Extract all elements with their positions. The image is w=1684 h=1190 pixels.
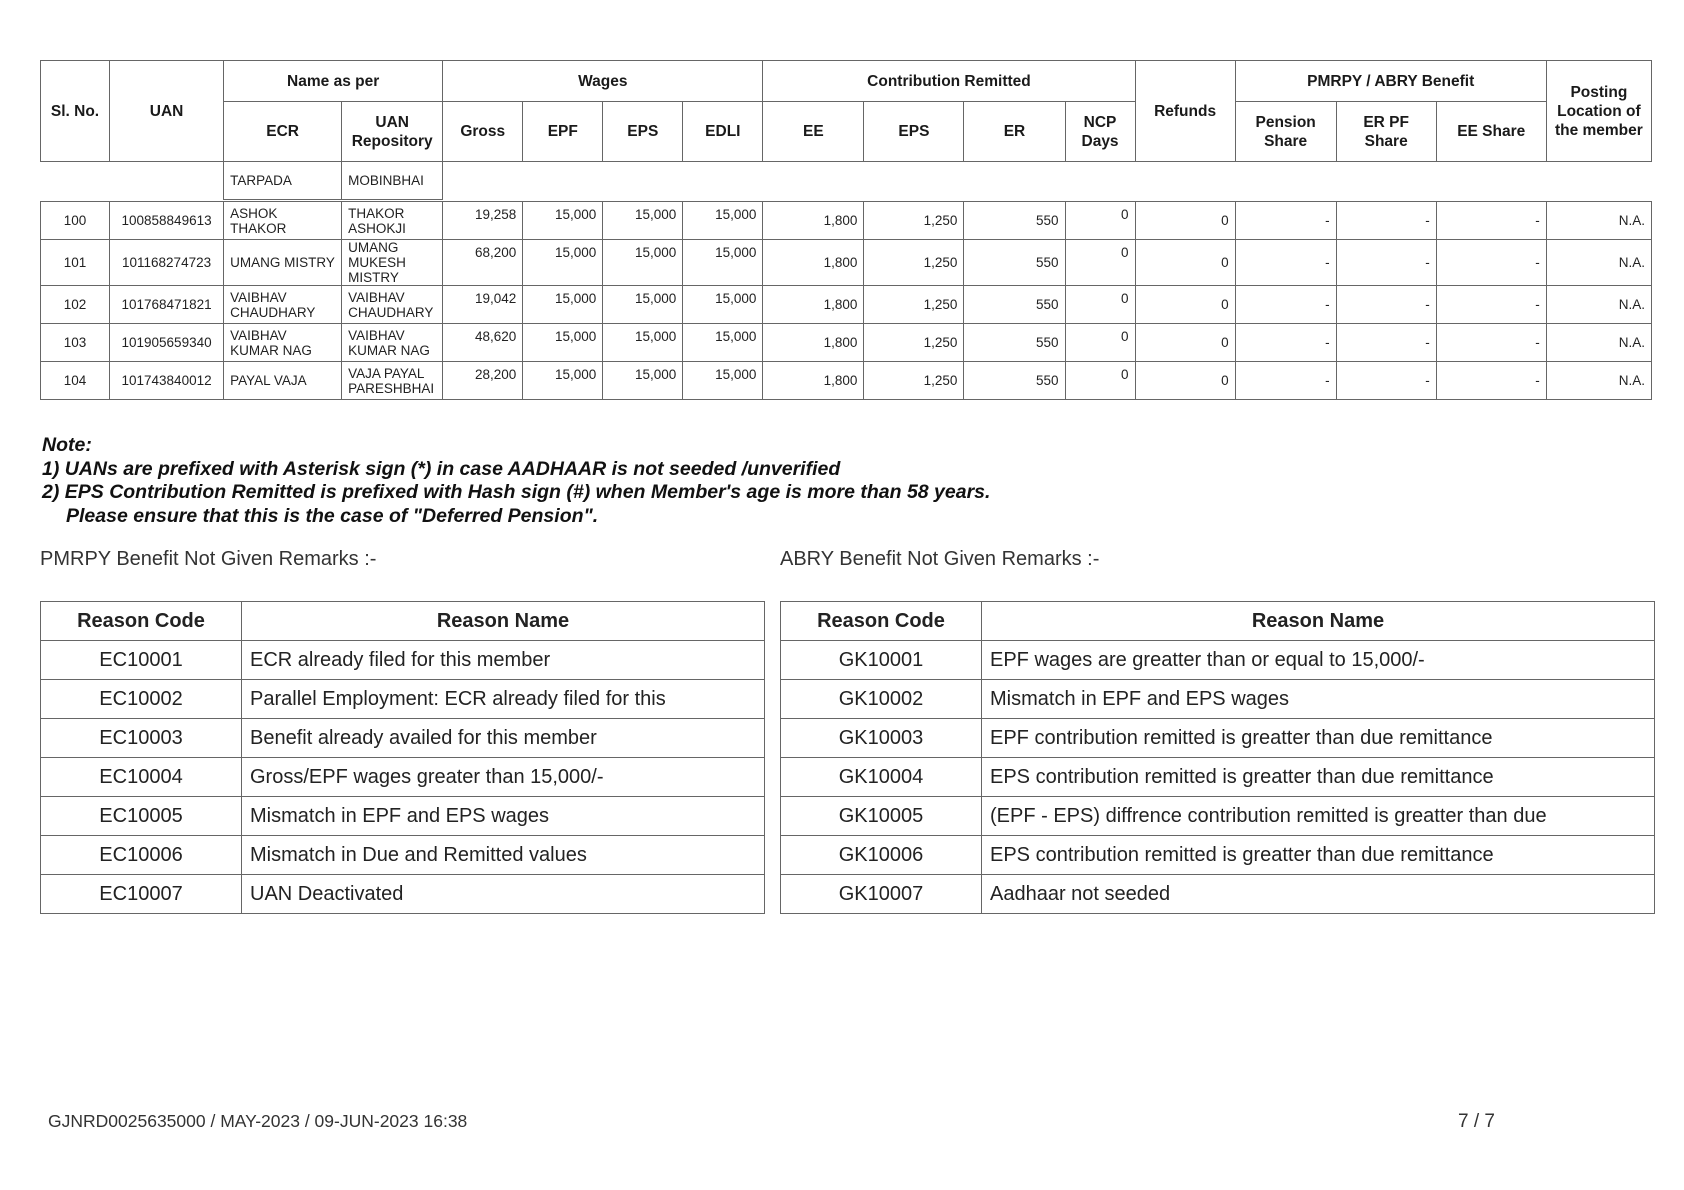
header-er-pf-share: ER PF Share [1336, 102, 1436, 162]
pmrpy-reason-row [41, 836, 765, 875]
abry-reason-row [781, 719, 1655, 758]
cell-ee: 1,800 [763, 362, 864, 400]
cell-er-pf-share: - [1336, 240, 1436, 286]
header-edli: EDLI [683, 102, 763, 162]
header-sl-no: Sl. No. [41, 61, 110, 162]
cell-ecr-name: VAIBHAV KUMAR NAG [224, 324, 342, 362]
header-posting-location: Posting Location of the member [1546, 61, 1651, 162]
cell-edli: 15,000 [683, 202, 763, 240]
cell-uan-name: UMANG MUKESH MISTRY [342, 240, 443, 286]
cell-ecr-name: VAIBHAV CHAUDHARY [224, 286, 342, 324]
reason-name: Mismatch in Due and Remitted values [242, 836, 765, 875]
header-pmrpy-abry-benefit: PMRPY / ABRY Benefit [1235, 61, 1546, 102]
cell-pension-share: - [1235, 240, 1336, 286]
reason-code: EC10004 [41, 758, 242, 797]
cell-ee: 1,800 [763, 324, 864, 362]
pmrpy-header-reason-name: Reason Name [242, 602, 765, 641]
cell-eps: 15,000 [603, 362, 683, 400]
cell-gross: 68,200 [443, 240, 523, 286]
cell-ee: 1,800 [763, 240, 864, 286]
reason-code: EC10007 [41, 875, 242, 914]
cell-edli: 15,000 [683, 286, 763, 324]
abry-remarks-label: ABRY Benefit Not Given Remarks :- [780, 548, 1100, 570]
reason-code: GK10004 [781, 758, 982, 797]
cell-eps-contribution: 1,250 [864, 362, 964, 400]
cell-gross: 19,042 [443, 286, 523, 324]
cell-sl-no: 100 [41, 202, 110, 240]
header-uan-repository: UAN Repository [342, 102, 443, 162]
cell-ncp-days: 0 [1065, 240, 1135, 286]
cell-gross: 28,200 [443, 362, 523, 400]
pmrpy-reason-table [40, 601, 765, 914]
cell-uan-name: THAKOR ASHOKJI [342, 202, 443, 240]
cell-uan: 101168274723 [110, 240, 224, 286]
cell-sl-no: 102 [41, 286, 110, 324]
cell-uan-name: VAJA PAYAL PARESHBHAI [342, 362, 443, 400]
cell-edli: 15,000 [683, 324, 763, 362]
abry-reason-row [781, 836, 1655, 875]
cell-pension-share: - [1235, 324, 1336, 362]
cell-er: 550 [964, 362, 1065, 400]
cell-er-pf-share: - [1336, 362, 1436, 400]
abry-reason-row [781, 641, 1655, 680]
cell-eps: 15,000 [603, 324, 683, 362]
cell-ecr-name: UMANG MISTRY [224, 240, 342, 286]
cell-ecr-name: ASHOK THAKOR [224, 202, 342, 240]
cell-eps: 15,000 [603, 202, 683, 240]
cell-epf: 15,000 [523, 362, 603, 400]
header-epf: EPF [523, 102, 603, 162]
reason-code: EC10005 [41, 797, 242, 836]
cell-posting-location: N.A. [1546, 286, 1651, 324]
abry-reason-row [781, 875, 1655, 914]
cell-refunds: 0 [1135, 286, 1235, 324]
cell-posting-location: N.A. [1546, 240, 1651, 286]
pmrpy-reason-row [41, 797, 765, 836]
cell-uan: 101768471821 [110, 286, 224, 324]
cell-uan-name: VAIBHAV CHAUDHARY [342, 286, 443, 324]
reason-code: EC10001 [41, 641, 242, 680]
cell-ncp-days: 0 [1065, 324, 1135, 362]
cell-epf: 15,000 [523, 324, 603, 362]
cell-sl-no: 101 [41, 240, 110, 286]
cell-eps: 15,000 [603, 286, 683, 324]
reason-name: EPF contribution remitted is greatter than due remittance [982, 719, 1655, 758]
header-gross: Gross [443, 102, 523, 162]
pmrpy-reason-row [41, 875, 765, 914]
abry-reason-table [780, 601, 1655, 914]
header-refunds: Refunds [1135, 61, 1235, 162]
cell-pension-share: - [1235, 202, 1336, 240]
cell-ncp-days: 0 [1065, 362, 1135, 400]
reason-name: Mismatch in EPF and EPS wages [982, 680, 1655, 719]
reason-code: GK10001 [781, 641, 982, 680]
note-line-2: 2) EPS Contribution Remitted is prefixed with Hash sign (#) when Member's age is more than 58 years. [42, 481, 991, 503]
cell-refunds: 0 [1135, 202, 1235, 240]
cell-ee: 1,800 [763, 286, 864, 324]
carryover-uan-repository: MOBINBHAI [342, 162, 443, 200]
reason-code: GK10002 [781, 680, 982, 719]
cell-ncp-days: 0 [1065, 202, 1135, 240]
cell-edli: 15,000 [683, 362, 763, 400]
reason-code: EC10002 [41, 680, 242, 719]
carryover-ecr: TARPADA [224, 162, 342, 200]
cell-gross: 19,258 [443, 202, 523, 240]
cell-ee-share: - [1436, 286, 1546, 324]
pmrpy-reason-row [41, 719, 765, 758]
header-ee: EE [763, 102, 864, 162]
cell-refunds: 0 [1135, 362, 1235, 400]
cell-uan-name: VAIBHAV KUMAR NAG [342, 324, 443, 362]
cell-er: 550 [964, 240, 1065, 286]
cell-eps-contribution: 1,250 [864, 240, 964, 286]
cell-refunds: 0 [1135, 240, 1235, 286]
cell-ncp-days: 0 [1065, 286, 1135, 324]
abry-header-reason-code: Reason Code [781, 602, 982, 641]
table-row [41, 362, 1652, 400]
cell-eps-contribution: 1,250 [864, 286, 964, 324]
reason-name: Gross/EPF wages greater than 15,000/- [242, 758, 765, 797]
reason-name: (EPF - EPS) diffrence contribution remitted is greatter than due [982, 797, 1655, 836]
abry-reason-row [781, 797, 1655, 836]
cell-edli: 15,000 [683, 240, 763, 286]
header-contrib-eps: EPS [864, 102, 964, 162]
cell-er-pf-share: - [1336, 286, 1436, 324]
abry-reason-row [781, 758, 1655, 797]
cell-er-pf-share: - [1336, 324, 1436, 362]
reason-code: EC10006 [41, 836, 242, 875]
table-row [41, 324, 1652, 362]
note-line-1: 1) UANs are prefixed with Asterisk sign (*) in case AADHAAR is not seeded /unverified [42, 457, 841, 480]
reason-name: EPS contribution remitted is greatter than due remittance [982, 836, 1655, 875]
header-wages: Wages [443, 61, 763, 102]
pmrpy-reason-row [41, 758, 765, 797]
cell-eps: 15,000 [603, 240, 683, 286]
reason-name: Mismatch in EPF and EPS wages [242, 797, 765, 836]
header-name-as-per: Name as per [224, 61, 443, 102]
cell-ee-share: - [1436, 240, 1546, 286]
pmrpy-header-reason-code: Reason Code [41, 602, 242, 641]
footer-document-id: GJNRD0025635000 / MAY-2023 / 09-JUN-2023 16:38 [48, 1111, 468, 1131]
header-ee-share: EE Share [1436, 102, 1546, 162]
reason-name: Benefit already availed for this member [242, 719, 765, 758]
reason-code: GK10006 [781, 836, 982, 875]
cell-posting-location: N.A. [1546, 362, 1651, 400]
cell-ecr-name: PAYAL VAJA [224, 362, 342, 400]
cell-ee-share: - [1436, 324, 1546, 362]
note-line-3: Please ensure that this is the case of "Deferred Pension". [66, 504, 599, 527]
cell-uan: 101743840012 [110, 362, 224, 400]
reason-name: EPS contribution remitted is greatter than due remittance [982, 758, 1655, 797]
table-row [41, 202, 1652, 240]
cell-posting-location: N.A. [1546, 324, 1651, 362]
pmrpy-remarks-label: PMRPY Benefit Not Given Remarks :- [40, 548, 377, 570]
reason-name: Aadhaar not seeded [982, 875, 1655, 914]
cell-uan: 101905659340 [110, 324, 224, 362]
reason-name: UAN Deactivated [242, 875, 765, 914]
cell-er: 550 [964, 286, 1065, 324]
cell-eps-contribution: 1,250 [864, 324, 964, 362]
carryover-row [41, 162, 1652, 200]
cell-eps-contribution: 1,250 [864, 202, 964, 240]
reason-code: GK10003 [781, 719, 982, 758]
header-er: ER [964, 102, 1065, 162]
cell-sl-no: 104 [41, 362, 110, 400]
abry-header-reason-name: Reason Name [982, 602, 1655, 641]
cell-posting-location: N.A. [1546, 202, 1651, 240]
reason-name: EPF wages are greatter than or equal to 15,000/- [982, 641, 1655, 680]
cell-er: 550 [964, 202, 1065, 240]
header-ecr: ECR [224, 102, 342, 162]
note-block [42, 434, 990, 528]
cell-pension-share: - [1235, 362, 1336, 400]
table-row [41, 286, 1652, 324]
reason-name: ECR already filed for this member [242, 641, 765, 680]
pmrpy-reason-row [41, 641, 765, 680]
cell-refunds: 0 [1135, 324, 1235, 362]
cell-uan: 100858849613 [110, 202, 224, 240]
footer-page-number: 7 / 7 [1458, 1111, 1495, 1132]
reason-code: EC10003 [41, 719, 242, 758]
cell-epf: 15,000 [523, 240, 603, 286]
cell-epf: 15,000 [523, 286, 603, 324]
reason-code: GK10007 [781, 875, 982, 914]
contribution-table [40, 60, 1652, 400]
cell-ee: 1,800 [763, 202, 864, 240]
cell-ee-share: - [1436, 362, 1546, 400]
abry-reason-row [781, 680, 1655, 719]
cell-gross: 48,620 [443, 324, 523, 362]
cell-er: 550 [964, 324, 1065, 362]
cell-pension-share: - [1235, 286, 1336, 324]
note-title: Note: [42, 434, 92, 456]
header-eps: EPS [603, 102, 683, 162]
cell-sl-no: 103 [41, 324, 110, 362]
cell-er-pf-share: - [1336, 202, 1436, 240]
reason-name: Parallel Employment: ECR already filed for this [242, 680, 765, 719]
pmrpy-reason-row [41, 680, 765, 719]
header-uan: UAN [110, 61, 224, 162]
cell-ee-share: - [1436, 202, 1546, 240]
header-pension-share: Pension Share [1235, 102, 1336, 162]
cell-epf: 15,000 [523, 202, 603, 240]
header-ncp-days: NCP Days [1065, 102, 1135, 162]
header-contribution-remitted: Contribution Remitted [763, 61, 1135, 102]
table-row [41, 240, 1652, 286]
reason-code: GK10005 [781, 797, 982, 836]
